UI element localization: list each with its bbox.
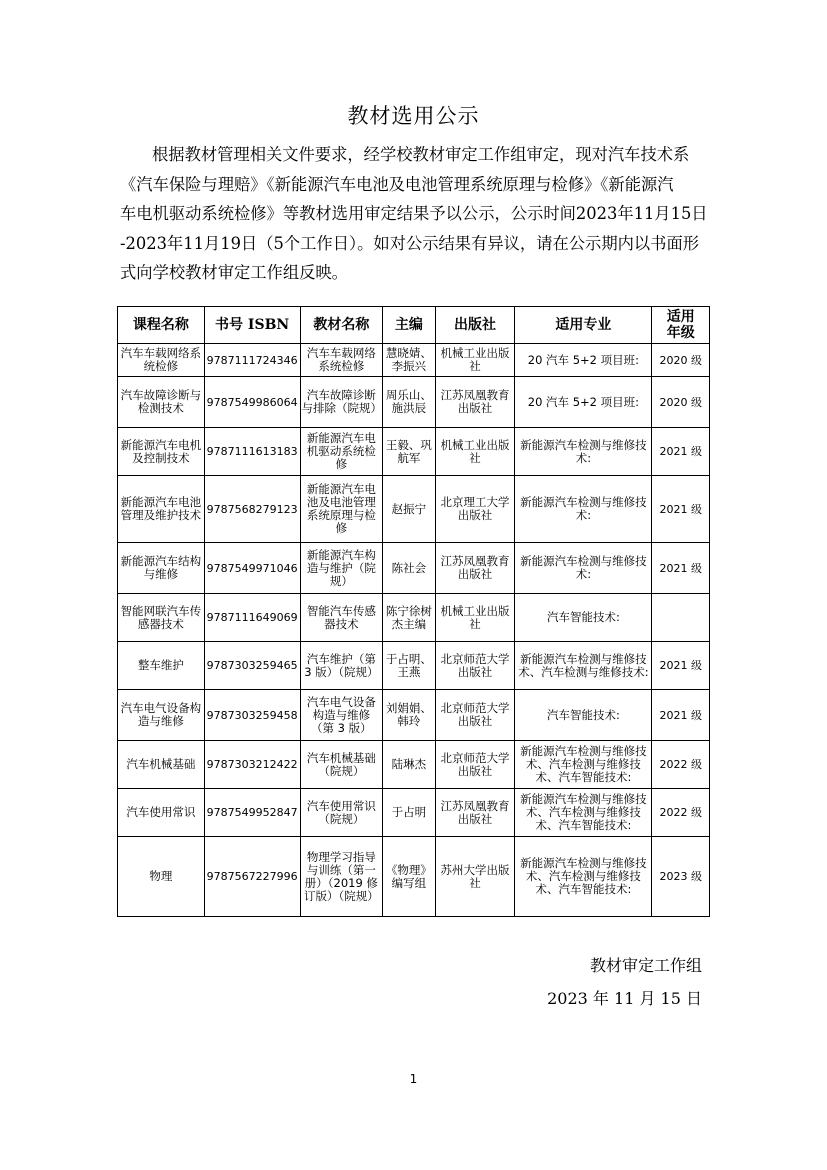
cell-editor: 于占明、王燕 <box>383 642 435 690</box>
cell-major: 20 汽车 5+2 项目班: <box>515 344 652 377</box>
cell-major: 新能源汽车检测与维修技术、汽车检测与维修技术、汽车智能技术: <box>515 837 652 917</box>
cell-editor: 于占明 <box>383 789 435 837</box>
cell-isbn: 9787549971046 <box>204 543 300 594</box>
cell-isbn: 9787549986064 <box>204 377 300 428</box>
cell-publisher: 北京理工大学出版社 <box>435 476 515 543</box>
cell-book: 物理学习指导与训练（第一册）（2019 修订版）（院规） <box>300 837 383 917</box>
cell-publisher: 北京师范大学出版社 <box>435 741 515 789</box>
cell-isbn: 9787303212422 <box>204 741 300 789</box>
table-row <box>118 428 710 476</box>
cell-book: 新能源汽车电机驱动系统检修 <box>300 428 383 476</box>
cell-major: 新能源汽车检测与维修技术、汽车检测与维修技术、汽车智能技术: <box>515 741 652 789</box>
cell-grade: 2021 级 <box>652 476 710 543</box>
cell-course: 汽车故障诊断与检测技术 <box>118 377 205 428</box>
cell-publisher: 苏州大学出版社 <box>435 837 515 917</box>
cell-book: 汽车机械基础（院规） <box>300 741 383 789</box>
cell-major: 新能源汽车检测与维修技术: <box>515 476 652 543</box>
table-row <box>118 642 710 690</box>
table-row <box>118 837 710 917</box>
cell-book: 汽车故障诊断与排除（院规） <box>300 377 383 428</box>
cell-editor: 《物理》编写组 <box>383 837 435 917</box>
cell-course: 新能源汽车结构与维修 <box>118 543 205 594</box>
cell-publisher: 北京师范大学出版社 <box>435 642 515 690</box>
cell-major: 新能源汽车检测与维修技术: <box>515 428 652 476</box>
header-major: 适用专业 <box>515 307 652 344</box>
cell-course: 新能源汽车电池管理及维护技术 <box>118 476 205 543</box>
table-row <box>118 789 710 837</box>
cell-publisher: 机械工业出版社 <box>435 344 515 377</box>
cell-publisher: 北京师范大学出版社 <box>435 690 515 741</box>
cell-course: 整车维护 <box>118 642 205 690</box>
page-title: 教材选用公示 <box>347 104 480 128</box>
cell-publisher: 江苏凤凰教育出版社 <box>435 377 515 428</box>
cell-book: 新能源汽车电池及电池管理系统原理与检修 <box>300 476 383 543</box>
cell-course: 新能源汽车电机及控制技术 <box>118 428 205 476</box>
cell-grade <box>652 594 710 642</box>
textbook-table <box>117 306 710 917</box>
cell-isbn: 9787111649069 <box>204 594 300 642</box>
cell-isbn: 9787303259458 <box>204 690 300 741</box>
cell-grade: 2022 级 <box>652 741 710 789</box>
cell-editor: 王毅、巩航军 <box>383 428 435 476</box>
signature-org: 教材审定工作组 <box>589 956 702 975</box>
cell-course: 汽车使用常识 <box>118 789 205 837</box>
cell-course: 汽车机械基础 <box>118 741 205 789</box>
cell-book: 汽车维护（第 3 版）（院规） <box>300 642 383 690</box>
cell-editor: 陈宁徐树杰主编 <box>383 594 435 642</box>
intro-line: 《汽车保险与理赔》《新能源汽车电池及电池管理系统原理与检修》《新能源汽 <box>120 174 674 194</box>
cell-isbn: 9787568279123 <box>204 476 300 543</box>
cell-publisher: 江苏凤凰教育出版社 <box>435 789 515 837</box>
table-row <box>118 741 710 789</box>
cell-course: 智能网联汽车传感器技术 <box>118 594 205 642</box>
cell-grade: 2021 级 <box>652 690 710 741</box>
cell-book: 汽车车载网络系统检修 <box>300 344 383 377</box>
header-book: 教材名称 <box>300 307 383 344</box>
header-grade: 适用 年级 <box>652 307 710 344</box>
cell-major: 新能源汽车检测与维修技术、汽车检测与维修技术: <box>515 642 652 690</box>
table-row <box>118 476 710 543</box>
table-row <box>118 543 710 594</box>
cell-major: 汽车智能技术: <box>515 690 652 741</box>
cell-book: 智能汽车传感器技术 <box>300 594 383 642</box>
cell-grade: 2021 级 <box>652 428 710 476</box>
header-isbn: 书号 ISBN <box>204 307 300 344</box>
cell-book: 汽车电气设备构造与维修（第 3 版） <box>300 690 383 741</box>
cell-isbn: 9787303259465 <box>204 642 300 690</box>
table-header-row <box>118 307 710 344</box>
cell-publisher: 江苏凤凰教育出版社 <box>435 543 515 594</box>
cell-publisher: 机械工业出版社 <box>435 594 515 642</box>
cell-editor: 刘娟娟、韩玲 <box>383 690 435 741</box>
cell-editor: 周乐山、施洪辰 <box>383 377 435 428</box>
cell-book: 汽车使用常识（院规） <box>300 789 383 837</box>
cell-major: 汽车智能技术: <box>515 594 652 642</box>
intro-line: 车电机驱动系统检修》等教材选用审定结果予以公示，公示时间2023年11月15日 <box>120 204 708 223</box>
cell-course: 汽车电气设备构造与维修 <box>118 690 205 741</box>
cell-isbn: 9787111724346 <box>204 344 300 377</box>
cell-isbn: 9787111613183 <box>204 428 300 476</box>
cell-course: 汽车车载网络系统检修 <box>118 344 205 377</box>
cell-grade: 2021 级 <box>652 543 710 594</box>
table-row <box>118 377 710 428</box>
cell-course: 物理 <box>118 837 205 917</box>
cell-editor: 陈社会 <box>383 543 435 594</box>
cell-major: 20 汽车 5+2 项目班: <box>515 377 652 428</box>
header-publisher: 出版社 <box>435 307 515 344</box>
cell-editor: 赵振宁 <box>383 476 435 543</box>
cell-grade: 2021 级 <box>652 642 710 690</box>
cell-editor: 慧晓婧、李振兴 <box>383 344 435 377</box>
intro-line: 根据教材管理相关文件要求，经学校教材审定工作组审定，现对汽车技术系 <box>152 145 690 164</box>
cell-major: 新能源汽车检测与维修技术: <box>515 543 652 594</box>
cell-isbn: 9787549952847 <box>204 789 300 837</box>
intro-line: -2023年11月19日（5个工作日）。如对公示结果有异议，请在公示期内以书面形 <box>120 233 700 253</box>
table-row <box>118 344 710 377</box>
cell-editor: 陆琳杰 <box>383 741 435 789</box>
cell-grade: 2023 级 <box>652 837 710 917</box>
cell-grade: 2020 级 <box>652 344 710 377</box>
cell-publisher: 机械工业出版社 <box>435 428 515 476</box>
cell-isbn: 9787567227996 <box>204 837 300 917</box>
table-row <box>118 594 710 642</box>
cell-grade: 2020 级 <box>652 377 710 428</box>
intro-paragraph <box>120 140 710 288</box>
header-editor: 主编 <box>383 307 435 344</box>
cell-grade: 2022 级 <box>652 789 710 837</box>
signature-date: 2023 年 11 月 15 日 <box>547 989 702 1008</box>
intro-line: 式向学校教材审定工作组反映。 <box>120 263 348 282</box>
cell-major: 新能源汽车检测与维修技术、汽车检测与维修技术、汽车智能技术: <box>515 789 652 837</box>
header-course: 课程名称 <box>118 307 205 344</box>
table-row <box>118 690 710 741</box>
cell-book: 新能源汽车构造与维护（院规） <box>300 543 383 594</box>
page-number: 1 <box>409 1072 418 1086</box>
